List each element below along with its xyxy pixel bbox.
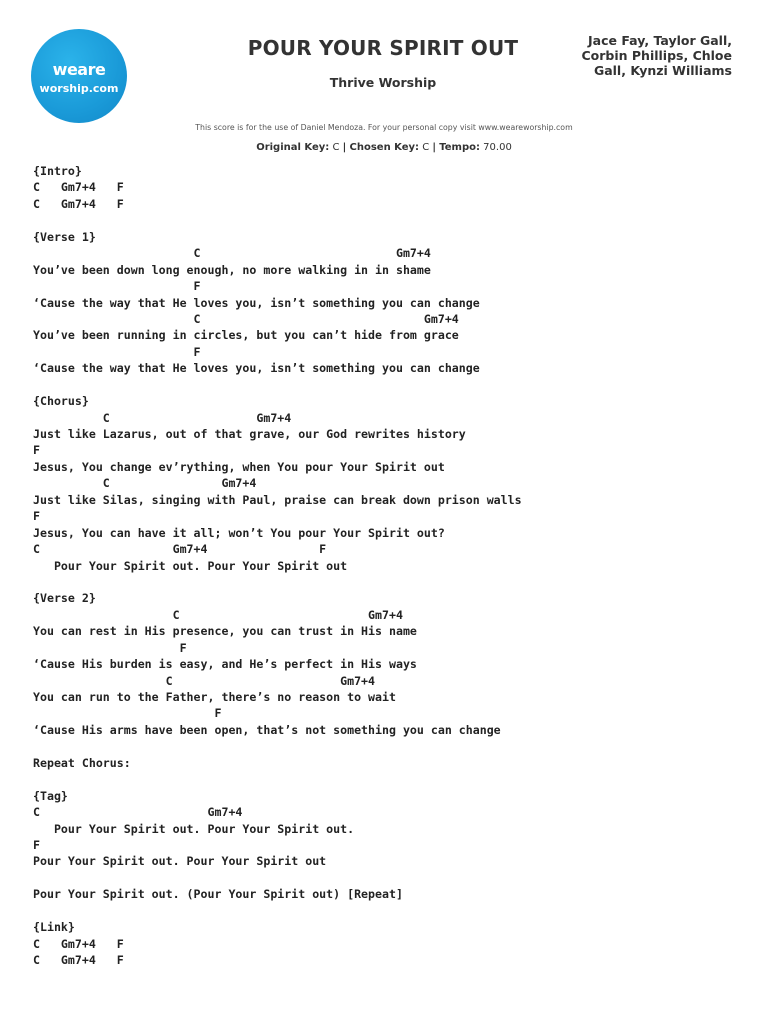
blank-line: [33, 903, 753, 919]
license-notice: This score is for the use of Daniel Mendoza. For your personal copy visit www.weareworship.com: [195, 123, 573, 132]
lyric-line: Pour Your Spirit out. (Pour Your Spirit out) [Repeat]: [33, 887, 403, 902]
key-separator: |: [342, 142, 347, 153]
logo-text-top: weare: [52, 60, 106, 79]
lyric-line: ‘Cause His arms have been open, that’s not something you can change: [33, 722, 501, 737]
lyric-line: ‘Cause His burden is easy, and He’s perfect in His ways: [33, 657, 417, 672]
chosen-key-label: Chosen Key:: [349, 142, 420, 153]
blank-line: [33, 738, 753, 754]
key-info-line: [0, 142, 768, 153]
blank-line: [33, 212, 753, 228]
lyric-line: Jesus, You change ev’rything, when You pour Your Spirit out: [33, 459, 445, 474]
original-key-value: C: [332, 142, 340, 153]
chord-line: C Gm7+4 F: [33, 953, 124, 967]
lyric-line: You can rest in His presence, you can trust in His name: [33, 624, 417, 639]
lyric-line: ‘Cause the way that He loves you, isn’t something you can change: [33, 361, 480, 376]
original-key-label: Original Key:: [256, 142, 330, 153]
chord-line: C Gm7+4 F: [33, 936, 124, 951]
logo-text-bottom: worship.com: [39, 82, 119, 95]
chord-line: C Gm7+4: [33, 476, 257, 491]
lyric-line: Pour Your Spirit out. Pour Your Spirit out: [33, 558, 348, 573]
song-artist: Thrive Worship: [329, 75, 437, 90]
chord-line: C Gm7+4: [33, 410, 292, 425]
author-line: Corbin Phillips, Chloe: [581, 48, 732, 63]
tempo-value: 70.00: [483, 142, 512, 153]
section-heading: {Verse 1}: [33, 229, 96, 244]
chord-line: F: [33, 706, 222, 721]
lyric-line: Pour Your Spirit out. Pour Your Spirit out.: [33, 821, 355, 836]
lyric-line: You’ve been down long enough, no more walking in in shame: [33, 262, 431, 277]
chord-line: F: [33, 344, 201, 359]
chord-line: C Gm7+4 F: [33, 196, 124, 211]
blank-line: [33, 377, 753, 393]
blank-line: [33, 574, 753, 590]
blank-line: [33, 870, 753, 886]
chord-line: F: [33, 509, 40, 524]
section-heading: {Intro}: [33, 164, 82, 178]
chord-line: F: [33, 837, 40, 852]
section-heading: {Chorus}: [33, 394, 89, 409]
chosen-key-value: C: [422, 142, 430, 153]
song-authors: [572, 33, 732, 78]
lyric-line: Just like Silas, singing with Paul, praise can break down prison walls: [33, 492, 522, 507]
section-heading: {Verse 2}: [33, 591, 96, 606]
weareworship-logo: [31, 29, 127, 123]
chord-line: C Gm7+4: [33, 805, 243, 820]
lyric-line: Jesus, You can have it all; won’t You pour Your Spirit out?: [33, 525, 445, 540]
chord-line: C Gm7+4: [33, 246, 431, 261]
blank-line: [33, 771, 753, 787]
chord-line: C Gm7+4: [33, 311, 459, 326]
chord-line: F: [33, 279, 201, 294]
chord-line: F: [33, 443, 40, 458]
author-line: Gall, Kynzi Williams: [593, 63, 732, 78]
lyric-line: Just like Lazarus, out of that grave, our God rewrites history: [33, 427, 466, 441]
song-title: POUR YOUR SPIRIT OUT: [247, 36, 519, 60]
lyric-line: ‘Cause the way that He loves you, isn’t something you can change: [33, 295, 480, 310]
lyric-line: You’ve been running in circles, but you can’t hide from grace: [33, 328, 459, 343]
chord-line: C Gm7+4: [33, 607, 403, 622]
chord-sheet: [33, 163, 753, 968]
tempo-label: Tempo:: [439, 142, 480, 153]
section-heading: Repeat Chorus:: [33, 755, 131, 770]
chord-line: C Gm7+4 F: [33, 180, 124, 195]
key-separator: |: [432, 142, 437, 153]
chord-line: F: [33, 640, 187, 655]
author-line: Jace Fay, Taylor Gall,: [588, 33, 732, 48]
section-heading: {Tag}: [33, 788, 68, 803]
section-heading: {Link}: [33, 920, 75, 935]
lyric-line: Pour Your Spirit out. Pour Your Spirit out: [33, 854, 327, 869]
lyric-line: You can run to the Father, there’s no reason to wait: [33, 690, 396, 704]
chord-line: C Gm7+4: [33, 673, 376, 688]
chord-line: C Gm7+4 F: [33, 542, 327, 557]
